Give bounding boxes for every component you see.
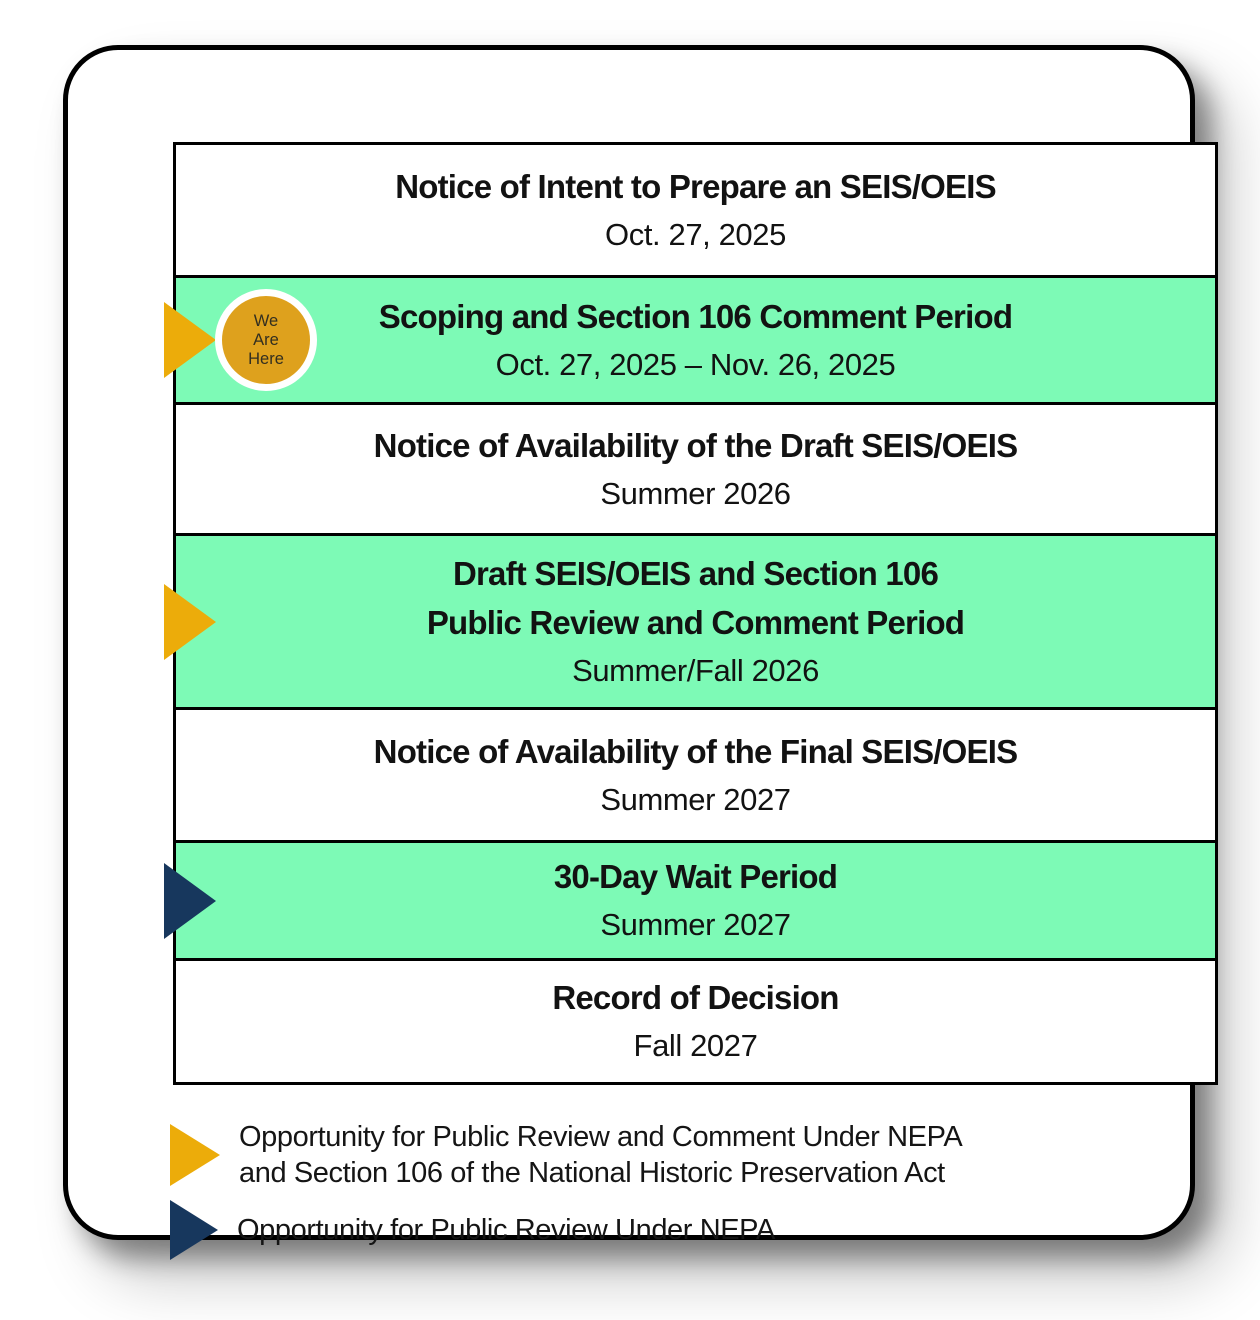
row-date: Summer 2027: [600, 781, 791, 817]
timeline-row-noa-draft: [176, 405, 1215, 536]
timeline-card: [63, 45, 1195, 1246]
row-title: 30-Day Wait Period: [553, 858, 838, 896]
row-date: Fall 2027: [633, 1028, 758, 1064]
legend-text: [237, 1212, 775, 1248]
legend-line: Opportunity for Public Review and Comment Under NEPA: [239, 1121, 963, 1153]
row-date: Summer 2027: [600, 907, 791, 943]
we-are-here-line: Are: [253, 330, 279, 349]
timeline-row-draft-public-review: [176, 536, 1215, 710]
legend-line: Opportunity for Public Review Under NEPA: [237, 1214, 775, 1246]
row-title: Notice of Availability of the Final SEIS/OEIS: [373, 732, 1018, 770]
timeline-row-notice-of-intent: [176, 145, 1215, 278]
row-date: Oct. 27, 2025: [605, 216, 786, 252]
row-date: Oct. 27, 2025 – Nov. 26, 2025: [495, 346, 896, 382]
nepa-arrow-icon: [170, 1200, 218, 1260]
row-date: Summer 2026: [600, 475, 791, 511]
row-date: Summer/Fall 2026: [572, 652, 819, 688]
timeline-row-scoping-comment-period: [176, 278, 1215, 405]
legend-item-nepa-section106: [170, 1119, 962, 1191]
timeline-row-record-of-decision: [176, 961, 1215, 1082]
nepa-section106-arrow-icon: [170, 1124, 220, 1186]
row-title: Notice of Intent to Prepare an SEIS/OEIS: [395, 167, 996, 205]
we-are-here-line: Here: [248, 349, 284, 368]
nepa-arrow-icon: [164, 863, 216, 939]
row-title-line2: Public Review and Comment Period: [426, 603, 965, 641]
legend-text: [239, 1119, 962, 1191]
timeline-row-30-day-wait: [176, 843, 1215, 961]
row-title: Scoping and Section 106 Comment Period: [378, 297, 1013, 335]
row-title: Notice of Availability of the Draft SEIS/OEIS: [373, 426, 1018, 464]
nepa-section106-arrow-icon: [164, 302, 216, 378]
legend-item-nepa: [170, 1200, 775, 1260]
timeline-table: [173, 142, 1218, 1085]
row-title: Record of Decision: [552, 979, 839, 1017]
timeline-row-noa-final: [176, 710, 1215, 843]
we-are-here-line: We: [253, 311, 279, 330]
we-are-here-badge: [215, 289, 317, 391]
nepa-section106-arrow-icon: [164, 584, 216, 660]
legend-line: and Section 106 of the National Historic Preservation Act: [239, 1157, 945, 1189]
row-title: Draft SEIS/OEIS and Section 106: [452, 554, 939, 592]
